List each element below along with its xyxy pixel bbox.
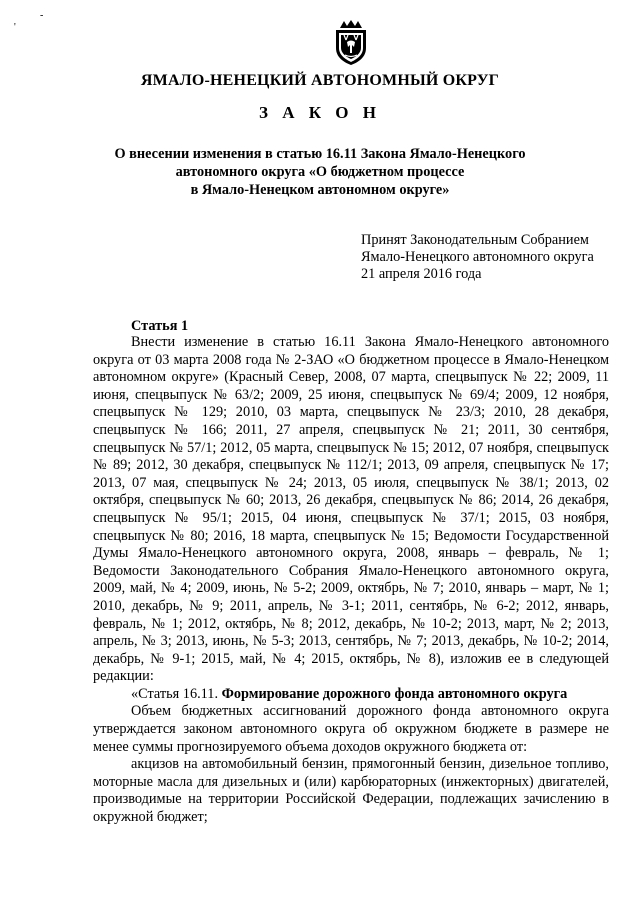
law-title bbox=[100, 145, 540, 199]
adoption-date: 21 апреля 2016 года bbox=[361, 266, 482, 282]
scan-mark: ' bbox=[14, 22, 16, 33]
coat-of-arms-icon bbox=[333, 18, 369, 66]
adoption-block bbox=[361, 232, 594, 283]
article-heading: Статья 1 bbox=[131, 318, 189, 334]
article-paragraph: Внести изменение в статью 16.11 Закона Ямало-Ненецкого автономного округа от 03 марта 2008 года № 2-ЗАО «О бюджетном процессе в Ямало-Ненецком автономном округе» (Красный Север, 2008, 07 марта, спецвыпуск № 22; 2009, 11 июня, спецвыпуск № 63/2; 2009, 25 июня, спецвыпуск № 69/4; 2009, 12 ноября, спецвыпуск № 129; 2010, 03 марта, спецвыпуск № 23/3; 2010, 28 декабря, спецвыпуск № 166; 2011, 27 апреля, спецвыпуск № 21; 2011, 30 сентября, спецвыпуск № 57/1; 2012, 05 марта, спецвыпуск № 15; 2012, 07 ноября, спецвыпуск № 89; 2012, 30 декабря, спецвыпуск № 112/1; 2013, 09 апреля, спецвыпуск № 17; 2013, 07 мая, спецвыпуск № 24; 2013, 05 июля, спецвыпуск № 38/1; 2013, 02 октября, спецвыпуск № 60; 2013, 26 декабря, спецвыпуск № 86; 2014, 26 декабря, спецвыпуск № 95/1; 2015, 04 июня, спецвыпуск № 37/1; 2015, 03 ноября, спецвыпуск № 80; 2016, 18 марта, спецвыпуск № 15; Ведомости Государственной Думы Ямало-Ненецкого автономного округа, 2008, январь – февраль, № 1; Ведомости Законодательного Собрания Ямало-Ненецкого автономного округа, 2009, май, № 4; 2009, июнь, № 5-2; 2009, октябрь, № 7; 2010, январь – март, № 1; 2010, декабрь, № 9; 2011, апрель, № 3-1; 2011, сентябрь, № 6-2; 2012, январь, февраль, № 1; 2012, октябрь, № 8; 2012, декабрь, № 10-2; 2013, март, № 2; 2013, апрель, № 3; 2013, июнь, № 5-3; 2013, сентябрь, № 7; 2013, декабрь, № 10-2; 2014, декабрь, № 9-1; 2015, май, № 4; 2015, октябрь, № 8), изложив ее в следующей редакции: bbox=[93, 334, 609, 685]
region-name: ЯМАЛО-НЕНЕЦКИЙ АВТОНОМНЫЙ ОКРУГ bbox=[140, 72, 500, 89]
law-title-line: в Ямало-Ненецком автономном округе» bbox=[190, 182, 450, 198]
article-body bbox=[93, 334, 609, 827]
article-paragraph: Объем бюджетных ассигнований дорожного фонда автономного округа утверждается законом автономного округа об окружном бюджете в размере не менее суммы прогнозируемого объема доходов окружного бюджета от: bbox=[93, 703, 609, 755]
law-title-line: автономного округа «О бюджетном процессе bbox=[175, 164, 465, 180]
quote-prefix: «Статья 16.11. bbox=[131, 685, 222, 702]
law-title-line: О внесении изменения в статью 16.11 Закона Ямало-Ненецкого bbox=[114, 146, 526, 162]
adoption-line: Ямало-Ненецкого автономного округа bbox=[361, 249, 594, 265]
scan-mark: - bbox=[40, 10, 44, 21]
document-type: З А К О Н bbox=[258, 103, 382, 122]
quote-title: Формирование дорожного фонда автономного округа bbox=[221, 685, 568, 702]
article-paragraph: акцизов на автомобильный бензин, прямогонный бензин, дизельное топливо, моторные масла для дизельных и (или) карбюраторных (инжекторных) двигателей, производимые на территории Российской Федерации, подлежащих зачислению в окружной бюджет; bbox=[93, 756, 609, 826]
quoted-article-heading bbox=[93, 686, 609, 704]
adoption-line: Принят Законодательным Собранием bbox=[361, 232, 589, 248]
